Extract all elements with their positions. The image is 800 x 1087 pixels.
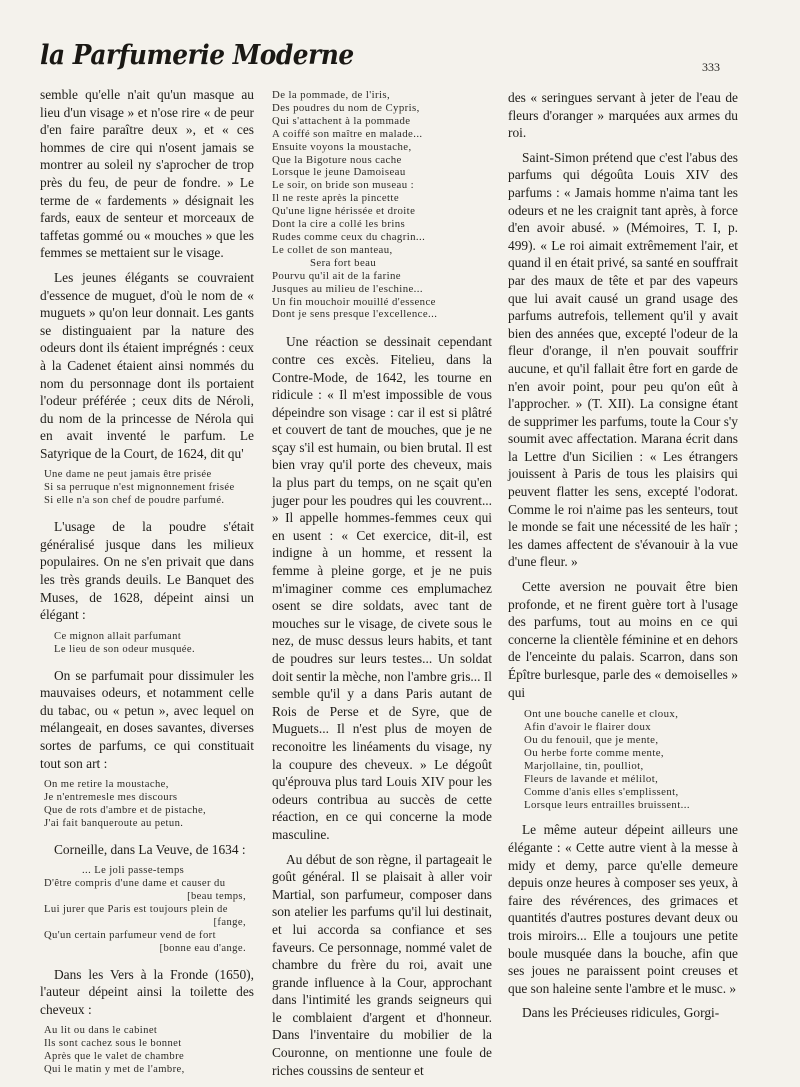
verse-line: Après que le valet de chambre [44, 1051, 185, 1063]
verse-line: Fleurs de lavande et mélilot, [524, 772, 659, 785]
paragraph: Corneille, dans La Veuve, de 1634 : [54, 841, 246, 857]
verse-quote [44, 779, 254, 831]
verse-line: Le collet de son manteau, [272, 243, 393, 256]
verse-line: Ils sont cachez sous le bonnet [44, 1038, 182, 1050]
paragraph: Une réaction se dessinait cependant contre ces excès. Fitelieu, dans la Contre-Mode, de 1642, les tourne en ridicule : « Il m'est impossible de vous dépeindre son visage : car il est si plâtré et couvert de tant de mouches, que je ne sçay s'il est humain, ou bien brutal. Il est bien vray qu'il porte des cheveux, mais la plus part du temps, on ne sçait qu'en juger pour les poudres qui les couvrent... » Il appelle hommes-femmes ceux qui en usent : « Cet exercice, dit-il, est indigne à un homme, et ressent la femme à pleine gorge, et je ne puis m'imaginer comme ces emplumachez osent se dire soldats, avec tant de mouches sur le visage, de civete sous le nez, de musc dessus leurs habits, et tant de poudres sur leurs testes... Un soldat doit sentir la mèche, non l'ambre gris... Il semble qu'il y a dans Paris autant de Rois de Perse et de Syre, que de Muguets... Il n'est plus de moyen de reconoitre les linéaments du visage, ny la coupure des cheveux. » Le dégoût qu'éprouva plus tard Louis XIV pour les odeurs contribua au succès de cette réaction, en ce qui concerne la mode masculine. [272, 334, 492, 842]
paragraph: Le même auteur dépeint ailleurs une élégante : « Cette autre vient à la messe à midy et demy, parce qu'elle demeure depuis onze heures à composer ses yeux, à faire des révérences, des grimaces et quantités d'autres postures devant deux ou trois miroirs... Elle a toujours une petite boule musquée dans la bouche, afin que ses joues ne paraissent point creuses et que son haleine sente l'ambre et le musc. » [508, 822, 738, 996]
verse-line: [fange, [213, 916, 246, 928]
verse-quote [44, 865, 254, 955]
verse-line: Ensuite voyons la moustache, [272, 140, 412, 153]
verse-line: Ont une bouche canelle et cloux, [524, 708, 679, 721]
verse-line: Comme d'anis elles s'emplissent, [524, 785, 679, 798]
journal-title: la Parfumerie Moderne [40, 40, 354, 71]
verse-line: Le soir, on bride son museau : [272, 179, 415, 192]
verse-line: Sera fort beau [310, 256, 377, 269]
verse-line: Afin d'avoir le flairer doux [524, 721, 652, 734]
verse-line: Que de rots d'ambre et de pistache, [44, 804, 207, 816]
verse-line: J'ai fait banqueroute au petun. [44, 817, 184, 829]
verse-line: [bonne eau d'ange. [159, 942, 246, 954]
verse-line: De la pommade, de l'iris, [272, 89, 391, 101]
verse-line: Le lieu de son odeur musquée. [54, 643, 196, 655]
verse-line: Ce mignon allait parfumant [54, 630, 182, 642]
verse-line: Marjollaine, tin, poulliot, [524, 759, 644, 772]
paragraph: des « seringues servant à jeter de l'eau de fleurs d'oranger » marquées aux armes du roi. [508, 90, 738, 141]
verse-line: Lorsque le jeune Damoiseau [272, 166, 406, 179]
verse-line: D'être compris d'une dame et causer du [44, 878, 226, 890]
paragraph: Dans les Vers à la Fronde (1650), l'auteur dépeint ainsi la toilette des cheveux : [40, 966, 254, 1017]
verse-line: Lorsque leurs entrailles bruissent... [524, 798, 690, 811]
verse-line: Si sa perruque n'est mignonnement frisée [44, 482, 235, 494]
verse-line: Jusques au milieu de l'eschine... [272, 282, 423, 295]
paragraph: Les jeunes élégants se couvraient d'essence de muguet, d'où le nom de « muguets » qu'on leur donnait. Les gants se distinguaient par la nature des odeurs dont ils étaient imprégnés : ceux à la Cadenet étaient ainsi nommés du nom du personnage dont ils portaient l'odeur préférée ; ceux dits de Néroli, du nom de la princesse de Nérola qui en avait inventé le parfum. Le Satyrique de la Court, de 1624, dit qu' [40, 269, 254, 461]
verse-line: Que la Bigoture nous cache [272, 153, 402, 166]
verse-line: Je n'entremesle mes discours [44, 792, 178, 804]
paragraph: L'usage de la poudre s'était généralisé jusque dans les milieux populaires. On ne s'en privait que dans les très grands deuils. Le Banquet des Muses, de 1628, dépeint ainsi un élégant : [40, 519, 254, 623]
page-number: 333 [702, 60, 720, 74]
verse-line: Ou herbe forte comme mente, [524, 746, 665, 759]
verse-quote [524, 708, 738, 811]
verse-line: Qui s'attachent à la pommade [272, 114, 411, 127]
verse-quote [272, 89, 492, 321]
verse-quote [44, 1025, 254, 1077]
verse-line: Un fin mouchoir mouillé d'essence [272, 295, 436, 308]
verse-line: [beau temps, [187, 891, 246, 903]
verse-line: Rudes comme ceux du chagrin... [272, 230, 426, 243]
verse-line: Si elle n'a son chef de poudre parfumé. [44, 495, 225, 507]
column-1 [40, 86, 254, 1087]
paragraph: Dans les Précieuses ridicules, Gorgi- [522, 1005, 720, 1021]
verse-line: Dont je sens presque l'excellence... [272, 308, 438, 321]
verse-line: Pourvu qu'il ait de la farine [272, 269, 401, 282]
verse-line: Dont la cire a collé les brins [272, 218, 406, 231]
verse-line: On me retire la moustache, [44, 779, 169, 791]
verse-line: Qu'un certain parfumeur vend de fort [44, 929, 216, 941]
verse-line: Lui jurer que Paris est toujours plein de [44, 904, 228, 916]
verse-line: Une dame ne peut jamais être prisée [44, 469, 212, 481]
verse-line: ... Le joli passe-temps [82, 865, 185, 877]
verse-line: Il ne reste après la pincette [272, 192, 400, 205]
verse-quote [44, 631, 254, 657]
verse-line: Au lit ou dans le cabinet [44, 1025, 158, 1037]
paragraph: Cette aversion ne pouvait être bien profonde, et ne firent guère tort à l'usage des parfums, tout au moins en ce qui concerne la clientèle féminine et en dehors de l'enceinte du palais. Scarron, dans son Épître burlesque, parle des « demoiselles » qui [508, 579, 738, 700]
page-header [40, 40, 720, 80]
verse-line: Qu'une ligne hérissée et droite [272, 205, 416, 218]
verse-line: Qui le matin y met de l'ambre, [44, 1064, 185, 1076]
verse-line: Des poudres du nom de Cypris, [272, 101, 420, 114]
paragraph: semble qu'elle n'ait qu'un masque au lieu d'un visage » et n'ose rire « de peur d'en faire paraître deux », et « ces hommes de cire qui n'osent jamais se montrer au soleil ny s'aprocher de trop près du feu, de peur de fondre. » Le terme de « fardements » désignait les fards, eaux de senteur et morceaux de taffetas gommé ou « mouches » que les femmes se mettaient sur le visage. [40, 87, 254, 261]
column-3 [508, 89, 738, 1029]
verse-quote [44, 469, 254, 508]
paragraph: On se parfumait pour dissimuler les mauvaises odeurs, et notamment celle du tabac, ou « petun », avec lequel on mélangeait, en doses savantes, diverses sortes de parfums, ce qui constituait tout son art : [40, 667, 254, 771]
paragraph: Au début de son règne, il partageait le goût général. Il se plaisait à aller voir Martial, son parfumeur, composer dans son atelier les parfums qu'il lui destinait, et lui accorda sa confiance et ses faveurs. Ce personnage, nommé valet de chambre du frère du roi, avait une grande influence à la Cour, approchant dans l'intimité les grands seigneurs qui le comblaient d'argent et d'honneur. Dans l'inventaire du mobilier de la Couronne, on mentionne une foule de riches coussins de senteur et [272, 851, 492, 1078]
verse-line: Ou du fenouil, que je mente, [524, 734, 659, 746]
verse-line: A coiffé son maître en malade... [272, 127, 423, 140]
column-2 [272, 89, 492, 1086]
paragraph: Saint-Simon prétend que c'est l'abus des parfums qui dégoûta Louis XIV des parfums : « Jamais homme n'aima tant les odeurs et ne les craignit tant après, à force d'en avoir abusé. » (Mémoires, T. I, p. 499). « Le roi aimait extrêmement l'air, et quand il en était privé, sa santé en souffrait par des maux de tête et par des vapeurs que lui avait causé un grand usage des parfums autrefois, tellement qu'il y avait bien des années que, excepté l'odeur de la fleur d'orange, il n'en pouvait souffrir aucune, et qu'il fallait être fort en garde de n'en avoir point, pour peu qu'on eût à l'approcher. » (T. XII). La consigne étant de supprimer les parfums, toute la Cour s'y soumit avec affectation. Marana écrit dans la Lettre d'un Sicilien : « Les étrangers jouissent à Paris de tous les plaisirs qui peuvent flatter les sens, excepté l'odorat. Comme le roi n'aime pas les senteurs, tout le monde se fait une nécessité de les haïr ; les dames affectent de s'évanouir à la vue d'une fleur. » [508, 149, 739, 570]
